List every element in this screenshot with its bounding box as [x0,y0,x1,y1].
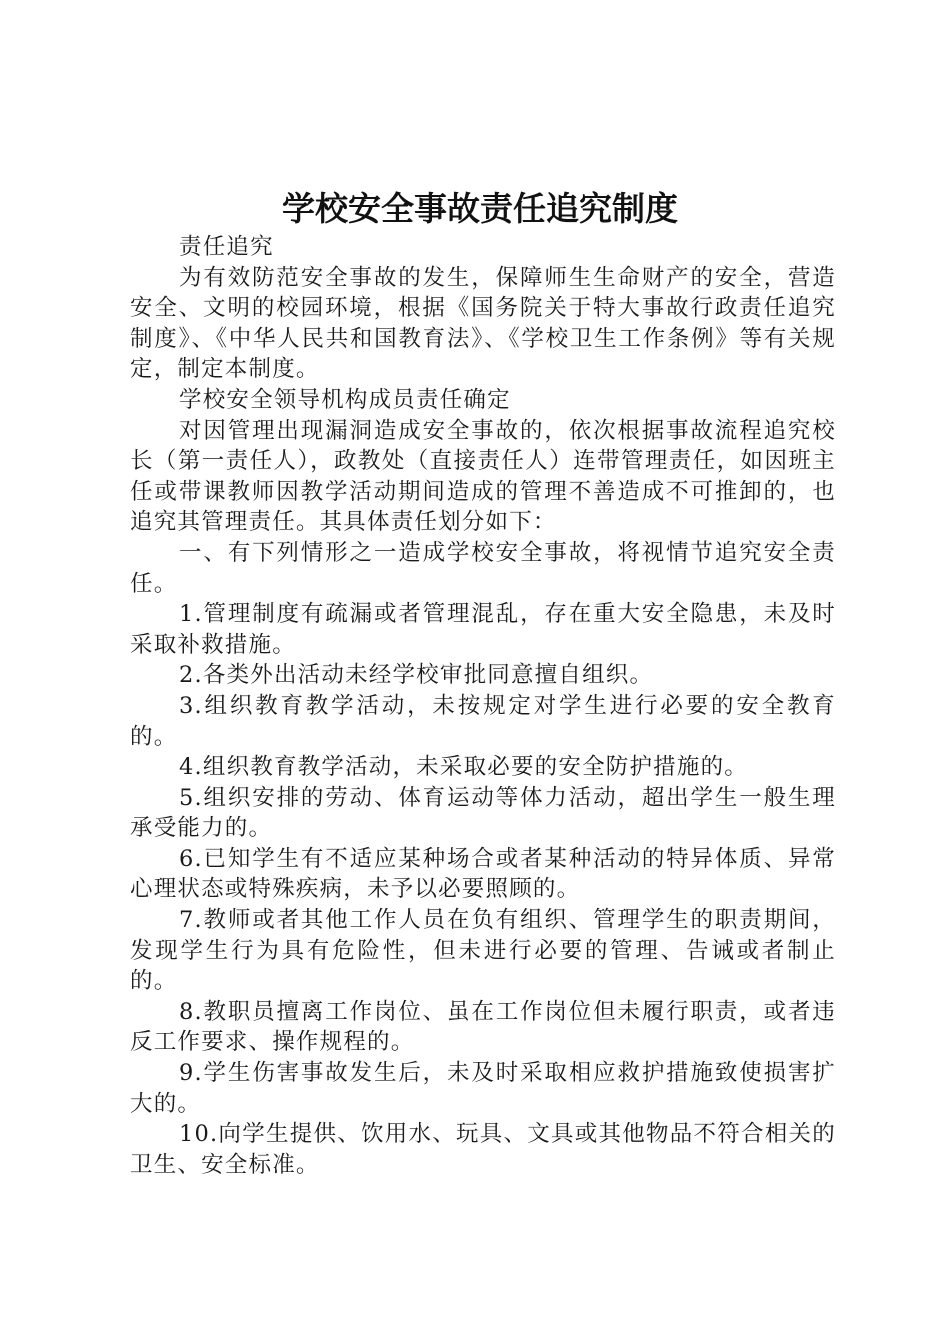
section-heading-leadership: 学校安全领导机构成员责任确定 [179,386,511,413]
list-item: 1.管理制度有疏漏或者管理混乱，存在重大安全隐患，未及时采取补救措施。 [130,601,836,658]
list-item: 8.教职员擅离工作岗位、虽在工作岗位但未履行职责，或者违反工作要求、操作规程的。 [130,998,836,1056]
document-body [130,232,836,1180]
list-item: 6.已知学生有不适应某种场合或者某种活动的特异体质、异常心理状态或特殊疾病，未予以必要照顾的。 [130,845,836,903]
document-title: 学校安全事故责任追究制度 [282,189,678,228]
leadership-paragraph: 对因管理出现漏洞造成安全事故的，依次根据事故流程追究校长（第一责任人），政教处（直接责任人）连带管理责任，如因班主任或带课教师因教学活动期间造成的管理不善造成不可推卸的，也追究其管理责任。其具体责任划分如下： [130,417,836,536]
list-item: 9.学生伤害事故发生后，未及时采取相应救护措施致使损害扩大的。 [130,1060,836,1117]
list-item: 2.各类外出活动未经学校审批同意擅自组织。 [179,662,654,689]
intro-paragraph: 为有效防范安全事故的发生，保障师生生命财产的安全，营造安全、文明的校园环境，根据《国务院关于特大事故行政责任追究制度》、《中华人民共和国教育法》、《学校卫生工作条例》等有关规定，制定本制度。 [130,264,836,383]
list-item: 5.组织安排的劳动、体育运动等体力活动，超出学生一般生理承受能力的。 [130,784,836,842]
list-item: 7.教师或者其他工作人员在负有组织、管理学生的职责期间，发现学生行为具有危险性，但未进行必要的管理、告诫或者制止的。 [130,907,836,995]
situations-heading: 一、有下列情形之一造成学校安全事故，将视情节追究安全责任。 [130,539,836,597]
list-item: 4.组织教育教学活动，未采取必要的安全防护措施的。 [179,754,748,781]
list-item: 3.组织教育教学活动，未按规定对学生进行必要的安全教育的。 [130,692,836,750]
section-heading-responsibility: 责任追究 [179,234,274,260]
list-item: 10.向学生提供、饮用水、玩具、文具或其他物品不符合相关的卫生、安全标准。 [130,1121,836,1178]
